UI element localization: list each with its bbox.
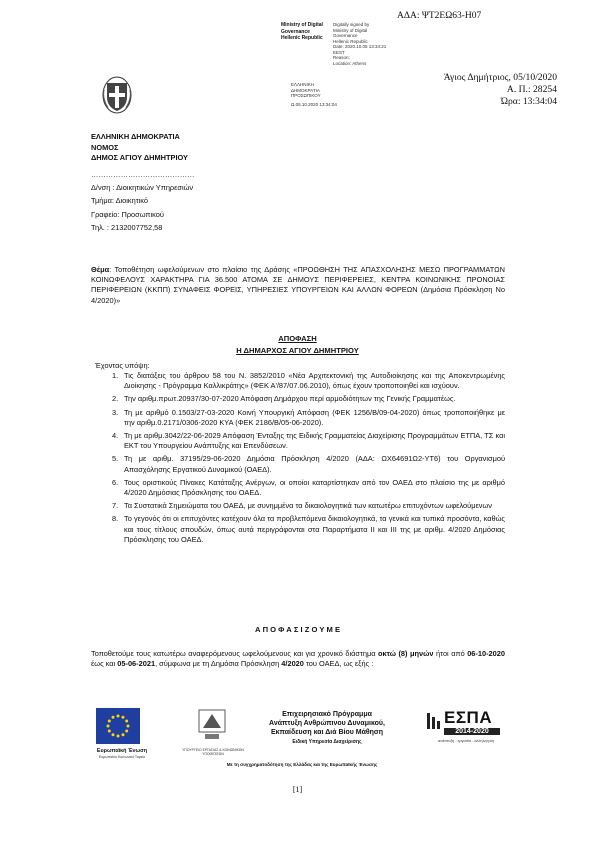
list-text: Τη με αριθμ. 37195/29-06-2020 Δημόσια Πρόσκληση 4/2020 (ΑΔΑ: ΩΧ64691Ω2-ΥΤ6) του Οργανισμού Απασχόλησης Εργατικού Δυναμικού (ΟΑΕΔ).: [124, 454, 505, 474]
authority-line: ΔΗΜΟΣ ΑΓΙΟΥ ΔΗΜΗΤΡΙΟΥ: [91, 153, 188, 162]
list-number: 7.: [112, 501, 119, 511]
page-number: [1]: [292, 785, 303, 794]
office: Γραφείο: Προσωπικού: [91, 209, 164, 219]
list-item: [112, 514, 505, 545]
program-line: Ειδική Υπηρεσία Διαχείρισης: [292, 738, 362, 745]
signature-detail-line: Digitally signed by: [333, 22, 370, 27]
signature-detail-line: Hellenic Republic: [333, 38, 368, 44]
final-text: , σύμφωνα με τη Δημόσια Πρόσκληση: [155, 659, 282, 669]
list-number: 1.: [112, 371, 119, 380]
stamp-line: ΔΗΜΟΚΡΑΤΙΑ: [291, 87, 320, 93]
decision-subtitle: Η ΔΗΜΑΡΧΟΣ ΑΓΙΟΥ ΔΗΜΗΤΡΙΟΥ: [236, 346, 359, 355]
program-line: Επιχειρησιακό Πρόγραμμα: [282, 711, 372, 718]
phone: Τηλ. : 2132007752,58: [91, 222, 163, 232]
list-item: [112, 454, 505, 474]
list-number: 6.: [112, 477, 119, 487]
program-line: Ανάπτυξη Ανθρώπινου Δυναμικού,: [269, 720, 385, 728]
stamp-line: Ω.05.10.2020 13:34:04: [291, 101, 337, 107]
list-item: [112, 431, 505, 451]
greek-emblem-icon: [102, 76, 132, 114]
signature-detail-line: EEST: [333, 49, 345, 55]
department: Τμήμα: Διοικητικό: [91, 196, 148, 206]
list-number: 3.: [112, 407, 119, 417]
program-text: [252, 710, 402, 747]
funding-logos: [92, 706, 512, 776]
signature-label: [281, 22, 323, 42]
list-number: 5.: [112, 454, 119, 464]
eu-sub: Ευρωπαϊκό Κοινωνικό Ταμείο: [98, 755, 146, 759]
subject-label: Θέμα: [91, 265, 110, 274]
document-meta: [444, 72, 557, 108]
authority-line: ΝΟΜΟΣ: [91, 142, 119, 152]
final-text: του ΟΑΕΔ, ως εξής :: [303, 659, 374, 669]
list-item: [112, 371, 505, 391]
list-item: [112, 477, 505, 498]
list-item: [112, 407, 505, 428]
list-text: Τη με αριθμ.3042/22-06-2029 Απόφαση Ένταξης της Ειδικής Γραμματείας Διαχείρισης Προγραμμάτων ΕΤΠΑ, ΤΣ και ΕΚΤ του Υπουργείου Ανάπτυξης και Επενδύσεων.: [124, 431, 505, 451]
stamp-line: ΕΛΛΗΝΙΚΗ: [291, 82, 315, 87]
signature-details: [333, 22, 386, 66]
program-line: Εκπαίδευση και Διά Βίου Μάθηση: [270, 729, 384, 737]
final-end-date: 05-06-2021: [117, 659, 156, 669]
list-item: [112, 394, 505, 404]
espa-emblem-icon: [426, 712, 442, 730]
eu-flag-icon: [96, 708, 140, 744]
list-number: 2.: [112, 394, 119, 404]
division: Δ/νση : Διοικητικών Υπηρεσιών: [91, 183, 194, 193]
ada-code: ΑΔΑ: ΨΤ2ΕΩ63-Η07: [397, 11, 482, 21]
espa-tagline: ανάπτυξη - εργασία - αλληλεγγύη: [437, 739, 495, 743]
list-item: [112, 501, 505, 511]
signature-detail-line: Ministry of Digital: [333, 27, 368, 33]
eu-label: Ευρωπαϊκή Ένωση: [96, 748, 148, 754]
final-text: Τοποθετούμε τους κατωτέρω αναφερόμενους ωφελούμενους και για χρονικό διάστημα: [91, 649, 378, 658]
final-text: ήτοι από: [433, 649, 468, 658]
signature-label-line: Governance: [281, 28, 310, 35]
signature-detail-line: Reason:: [333, 55, 350, 60]
ministry-logo-icon: [187, 708, 237, 748]
final-paragraph: [91, 649, 505, 669]
digital-signature: [281, 22, 401, 66]
subject-text: : Τοποθέτηση ωφελούμενων στο πλαίσιο της Δράσης «ΠΡΟΩΘΗΣΗ ΤΗΣ ΑΠΑΣΧΟΛΗΣΗΣ ΜΕΣΩ ΠΡΟΓΡΑΜΜΑΤΩΝ ΚΟΙΝΩΦΕΛΟΥΣ ΧΑΡΑΚΤΗΡΑ ΓΙΑ 36.500 ΑΤΟΜΑ ΣΕ ΔΗΜΟΥΣ ΠΕΡΙΦΕΡΕΙΕΣ, ΚΕΝΤΡΑ ΚΟΙΝΩΝΙΚΗΣ ΠΡΟΝΟΙΑΣ ΠΕΡΙΦΕΡΕΙΩΝ (ΚΚΠΠ) ΣΥΝΑΦΕΙΣ ΦΟΡΕΙΣ, ΥΠΗΡΕΣΙΕΣ ΥΠΟΥΡΓΕΙΩΝ ΚΑΙ ΑΛΛΩΝ ΦΟΡΕΩΝ (Δημόσια Πρόσκληση Νο 4/2020)»: [91, 265, 505, 305]
list-text: Την αριθμ.πρωτ.20937/30-07-2020 Απόφαση Δημάρχου περί αρμοδιότητων της Γενικής Γραμματέως.: [124, 394, 456, 404]
protocol-number: Α. Π.: 28254: [506, 84, 557, 95]
list-number: 8.: [112, 514, 119, 524]
document-time: Ώρα: 13:34:04: [500, 96, 557, 107]
authority-details: [91, 168, 194, 234]
list-text: Τις διατάξεις του άρθρου 58 του Ν. 3852/2010 «Νέα Αρχιτεκτονική της Αυτοδιοίκησης και της Αποκεντρωμένης Διοίκησης - Πρόγραμμα Καλλικράτης» (ΦΕΚ Α'/87/07.06.2010), όπως έχουν τροποποιηθεί και ισχύουν.: [124, 371, 505, 391]
authority-header: [91, 132, 188, 164]
signature-label-line: Hellenic Republic: [281, 35, 323, 41]
list-text: Τη με αριθμό 0.1503/27-03-2020 Κοινή Υπουργική Απόφαση (ΦΕΚ 1256/Β/09-04-2020) όπως τροποποιήθηκε με την αριθμ.0.2171/0306-2020 ΚΥΑ (ΦΕΚ 2186/Β/05-06-2020).: [124, 407, 505, 427]
subject: [91, 265, 505, 306]
decision-heading: [0, 333, 595, 357]
signature-detail-line: Location: Athens: [333, 60, 367, 66]
signature-detail-line: Date: 2020.10.05 13:34:21: [333, 44, 387, 49]
stamp-line: ΠΡΟΣΩΠΙΚΟΥ: [291, 93, 321, 98]
stamp-text: [291, 82, 337, 107]
cofund-text: Με τη συγχρηματοδότηση της Ελλάδας και της Ευρωπαϊκής Ένωσης: [226, 762, 378, 767]
signature-detail-line: Governance: [333, 33, 358, 38]
final-start-date: 06-10-2020: [467, 649, 505, 658]
final-duration: οκτώ (8) μηνών: [378, 649, 434, 658]
authority-line: ΕΛΛΗΝΙΚΗ ΔΗΜΟΚΡΑΤΙΑ: [91, 132, 180, 141]
list-number: 4.: [112, 431, 119, 441]
considerations-list: [112, 371, 505, 548]
we-decide-heading: Α Π Ο Φ Α Σ Ι Ζ Ο Υ Μ Ε: [254, 625, 341, 634]
dots-line: ……………………………………: [91, 170, 195, 179]
final-call-number: 4/2020: [281, 659, 304, 669]
decision-title: ΑΠΟΦΑΣΗ: [278, 334, 317, 343]
espa-logo: [426, 708, 506, 750]
list-text: Το γεγονός ότι οι επιτυχόντες κατέχουν όλα τα προβλεπόμενα δικαιολογητικά, τα γενικά και τυπικά προσόντα, καθώς και τους τίτλους σπουδών, όπως αυτά περιγράφονται στα Παραρτήματα ΙΙ και ΙΙΙ της με αριθμ. 4/2020 Δημόσιας Πρόσκλησης του ΟΑΕΔ.: [124, 514, 505, 544]
ministry-label: ΥΠΟΥΡΓΕΙΟ ΕΡΓΑΣΙΑΣ & ΚΟΙΝΩΝΙΚΩΝ ΥΠΟΘΕΣΕΩΝ: [182, 748, 244, 757]
place-date: Άγιος Δημήτριος, 05/10/2020: [443, 72, 557, 83]
espa-title: ΕΣΠΑ: [444, 708, 493, 727]
signature-label-line: Ministry of Digital: [281, 22, 323, 28]
considering-label: Έχοντας υπόψη:: [95, 361, 150, 370]
espa-years: 2014-2020: [444, 728, 500, 735]
list-text: Τους οριστικούς Πίνακες Κατάταξης Ανέργων, οι οποίοι καταρτίστηκαν από τον ΟΑΕΔ στο πλαίσιο της με αριθμό 4/2020 Δημόσιας Πρόσκλησης του ΟΑΕΔ.: [124, 477, 505, 498]
final-text: έως και: [91, 659, 118, 669]
list-text: Τα Συστατικά Σημειώματα του ΟΑΕΔ, με συνημμένα τα δικαιολογητικά των κατωτέρω επιτυχόντων ωφελούμενων: [124, 501, 492, 511]
